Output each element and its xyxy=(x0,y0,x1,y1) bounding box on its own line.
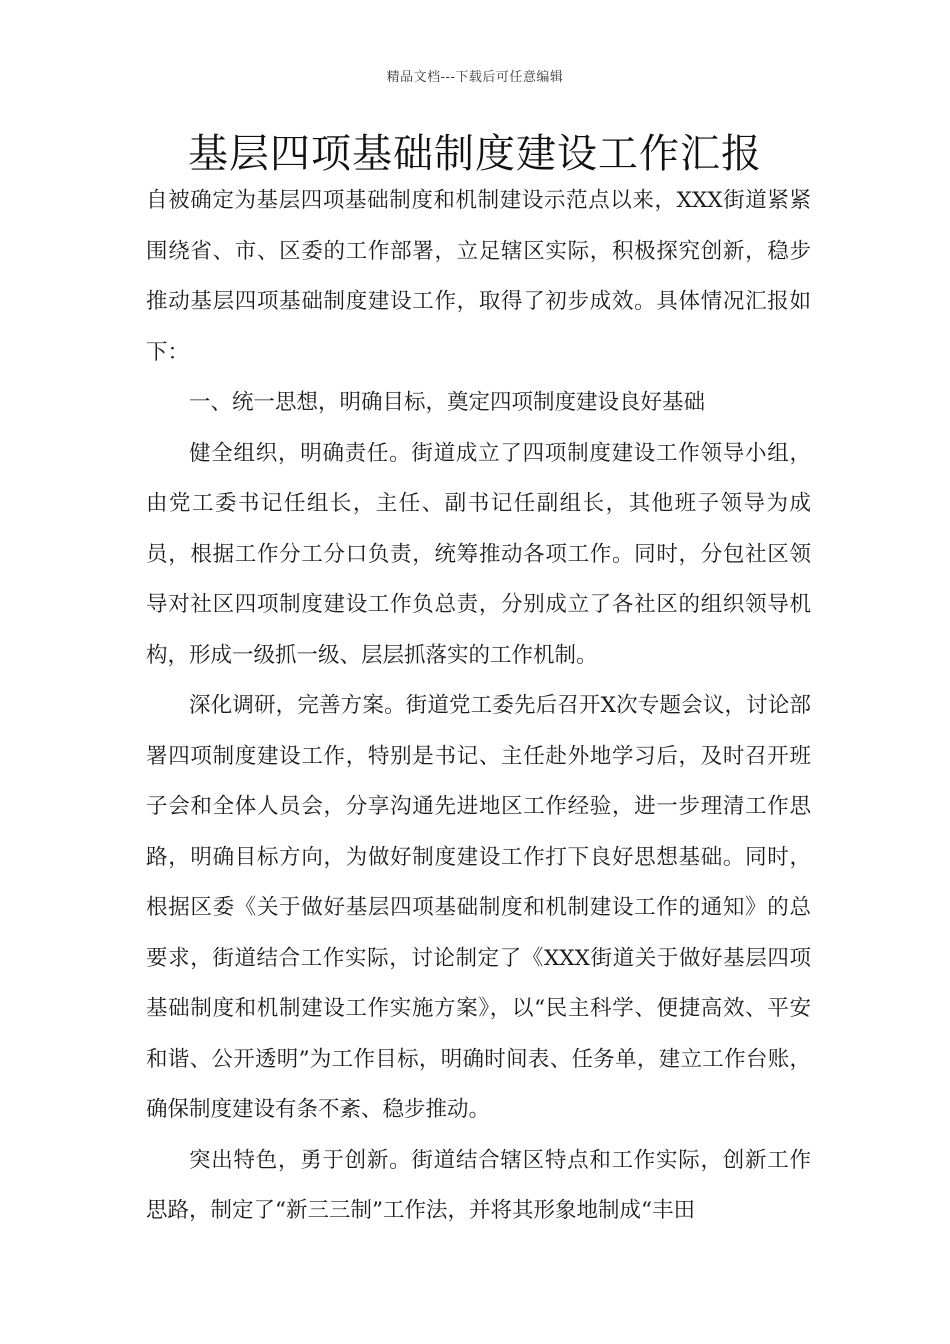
body-paragraph: 深化调研，完善方案。街道党工委先后召开X次专题会议，讨论部署四项制度建设工作，特别是书记、主任赴外地学习后，及时召开班子会和全体人员会，分享沟通先进地区工作经验，进一步理清工作思路，明确目标方向，为做好制度建设工作打下良好思想基础。同时，根据区委《关于做好基层四项基础制度和机制建设工作的通知》的总要求，街道结合工作实际，讨论制定了《XXX街道关于做好基层四项基础制度和机制建设工作实施方案》，以“民主科学、便捷高效、平安和谐、公开透明”为工作目标，明确时间表、任务单，建立工作台账，确保制度建设有条不紊、稳步推动。 xyxy=(146,693,811,1122)
body-paragraph: 健全组织，明确责任。街道成立了四项制度建设工作领导小组，由党工委书记任组长，主任、副书记任副组长，其他班子领导为成员，根据工作分工分口负责，统筹推动各项工作。同时，分包社区领导对社区四项制度建设工作负总责，分别成立了各社区的组织领导机构，形成一级抓一级、层层抓落实的工作机制。 xyxy=(146,440,811,668)
document-body xyxy=(146,176,811,1237)
header-note: 精品文档---下载后可任意编辑 xyxy=(386,70,564,85)
body-paragraph: 突出特色，勇于创新。街道结合辖区特点和工作实际，创新工作思路，制定了“新三三制”工作法，并将其形象地制成“丰田 xyxy=(146,1147,811,1223)
section-heading: 一、统一思想，明确目标，奠定四项制度建设良好基础 xyxy=(189,390,706,415)
document-title: 基层四项基础制度建设工作汇报 xyxy=(188,131,762,177)
intro-paragraph: 自被确定为基层四项基础制度和机制建设示范点以来，XXX街道紧紧围绕省、市、区委的工作部署，立足辖区实际，积极探究创新，稳步推动基层四项基础制度建设工作，取得了初步成效。具体情况汇报如下： xyxy=(146,188,811,365)
